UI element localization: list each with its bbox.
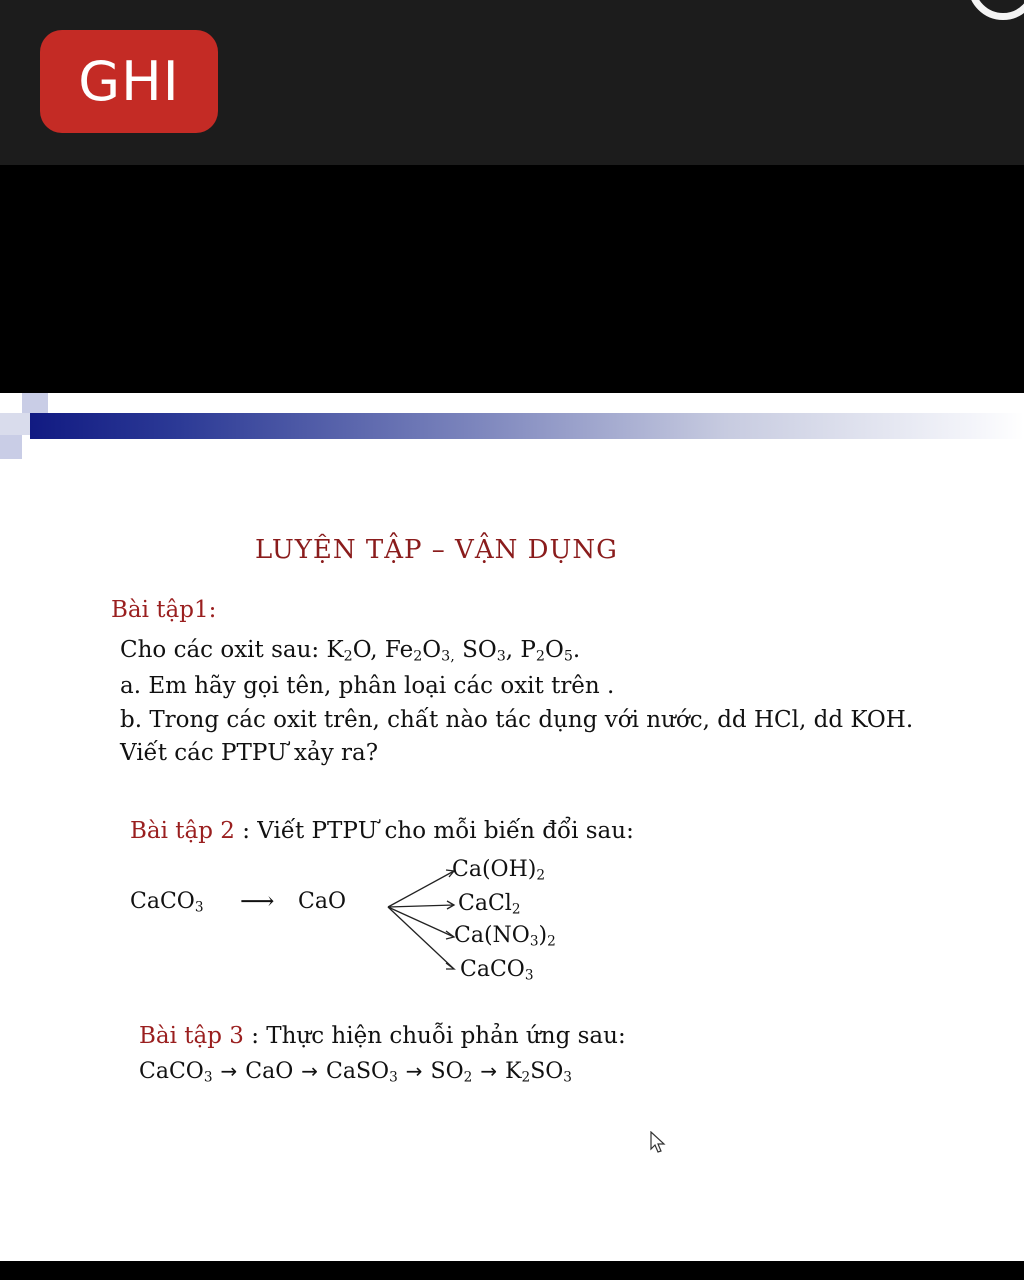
- gradient-bar: [30, 413, 1024, 439]
- slide-content: [0, 393, 1024, 1261]
- mouse-cursor-icon: [650, 1131, 666, 1153]
- reaction-chain: [139, 1059, 572, 1084]
- chain-item-2: CaO: [245, 1059, 294, 1084]
- slide-title: LUYỆN TẬP – VẬN DỤNG: [255, 535, 618, 565]
- exercise1-line2: a. Em hãy gọi tên, phân loại các oxit trên .: [120, 673, 615, 699]
- scheme-start-formula: CaCO$_3$: [130, 889, 204, 916]
- exercise1-line3: b. Trong các oxit trên, chất nào tác dụng với nước, dd HCl, dd KOH.: [120, 707, 914, 733]
- decorative-header-bar: [0, 393, 1024, 463]
- chain-arrow: →: [220, 1059, 238, 1083]
- scheme-product-2: CaCl$_2$: [458, 891, 521, 918]
- exercise1-line1-prefix: Cho các oxit sau:: [120, 637, 327, 663]
- record-button[interactable]: [40, 30, 218, 133]
- scheme-middle-formula: CaO: [298, 889, 346, 914]
- exercise2-heading-label: Bài tập 2: [130, 818, 235, 844]
- chain-item-3: CaSO$_3$: [326, 1059, 398, 1086]
- exercise1-heading: Bài tập1:: [111, 597, 217, 623]
- bottom-black-strip: [0, 1261, 1024, 1280]
- scheme-product-1: $Ca(OH)_2$: [452, 857, 546, 884]
- record-button-label: GHI: [78, 50, 180, 113]
- formula-so3: $SO_3$,: [462, 637, 521, 665]
- deco-square: [0, 435, 22, 459]
- exercise3-heading: [139, 1023, 626, 1049]
- chain-arrow: →: [405, 1059, 423, 1083]
- exercise3-heading-label: Bài tập 3: [139, 1023, 244, 1049]
- deco-square: [0, 413, 30, 435]
- exercise3-heading-text: : Thực hiện chuỗi phản ứng sau:: [243, 1023, 626, 1049]
- top-bar: [0, 0, 1024, 165]
- scheme-product-3: $Ca(NO_3)_2$: [454, 923, 556, 950]
- exercise2-heading: [130, 818, 634, 844]
- scheme-product-4: CaCO$_3$: [460, 957, 534, 984]
- chain-item-5: $K_2SO_3$: [505, 1059, 572, 1086]
- formula-p2o5: $P_2O_5$.: [520, 637, 581, 665]
- formula-k2o: $K_2O$,: [326, 637, 385, 665]
- scheme-arrow: ⟶: [240, 887, 275, 915]
- exercise1-line4: Viết các PTPƯ xảy ra?: [120, 740, 379, 766]
- chain-arrow: →: [301, 1059, 319, 1083]
- video-black-band: [0, 165, 1024, 393]
- exercise1-line1: [120, 637, 580, 663]
- exercise2-heading-text: : Viết PTPƯ cho mỗi biến đổi sau:: [234, 818, 634, 844]
- deco-square: [22, 393, 48, 413]
- formula-fe2o3: $Fe_2O_{3,}$: [384, 637, 455, 665]
- chain-arrow: →: [480, 1059, 498, 1083]
- chain-item-1: CaCO$_3$: [139, 1059, 213, 1086]
- chain-item-4: $SO_2$: [430, 1059, 473, 1086]
- circle-icon[interactable]: [968, 0, 1024, 20]
